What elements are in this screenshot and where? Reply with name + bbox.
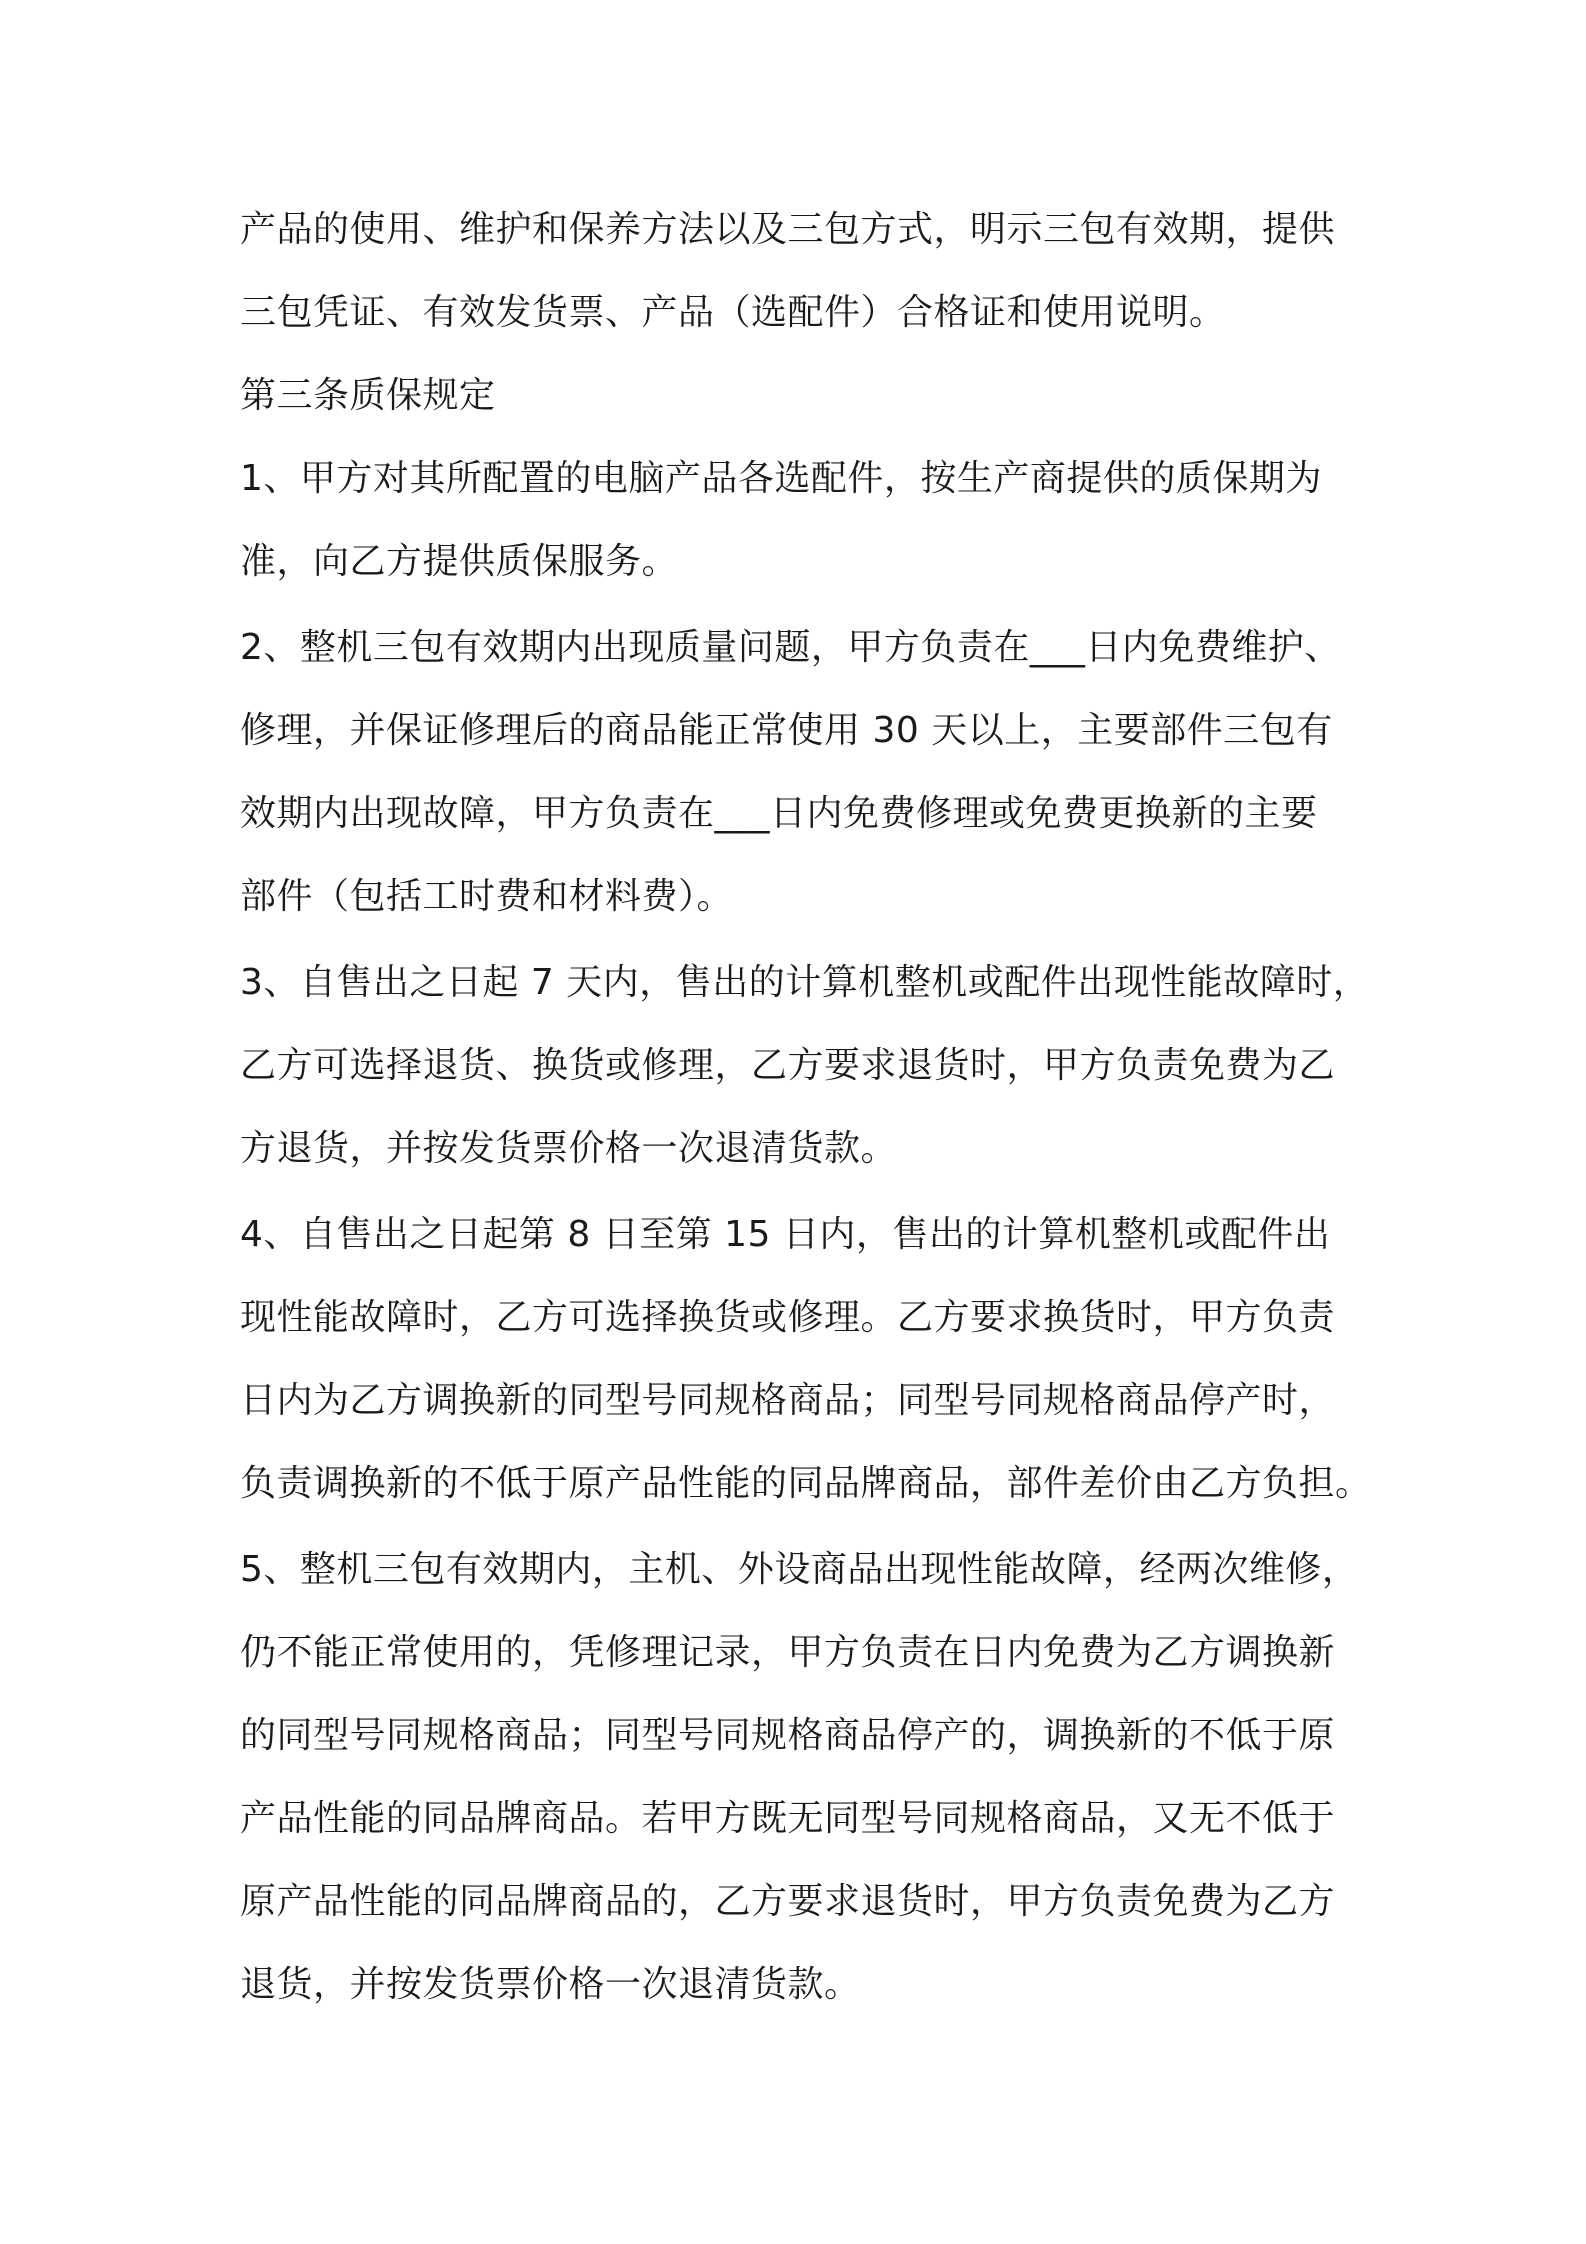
- section-heading: 第三条质保规定: [240, 375, 496, 416]
- clause-3-line-2: 乙方可选择退货、换货或修理，乙方要求退货时，甲方负责免费为乙: [240, 1045, 1336, 1086]
- clause-4-line-3: 日内为乙方调换新的同型号同规格商品；同型号同规格商品停产时，: [240, 1380, 1336, 1421]
- clause-2-line-3: 效期内出现故障，甲方负责在___日内免费修理或免费更换新的主要: [240, 793, 1318, 834]
- clause-2-line-1: 2、整机三包有效期内出现质量问题，甲方负责在___日内免费维护、: [240, 627, 1341, 668]
- clause-2-line-4: 部件（包括工时费和材料费）。: [240, 876, 734, 917]
- clause-1-line-1: 1、甲方对其所配置的电脑产品各选配件，按生产商提供的质保期为: [240, 458, 1322, 499]
- clause-2-line-2: 修理，并保证修理后的商品能正常使用 30 天以上，主要部件三包有: [240, 710, 1333, 751]
- clause-4-line-1: 4、自售出之日起第 8 日至第 15 日内，售出的计算机整机或配件出: [240, 1214, 1331, 1255]
- clause-1-line-2: 准，向乙方提供质保服务。: [240, 541, 679, 582]
- text-line-2: 三包凭证、有效发货票、产品（选配件）合格证和使用说明。: [240, 292, 1226, 333]
- clause-4-line-4: 负责调换新的不低于原产品性能的同品牌商品，部件差价由乙方负担。: [240, 1463, 1372, 1504]
- clause-5-line-2: 仍不能正常使用的，凭修理记录，甲方负责在日内免费为乙方调换新: [240, 1632, 1336, 1673]
- clause-5-line-3: 的同型号同规格商品；同型号同规格商品停产的，调换新的不低于原: [240, 1715, 1336, 1756]
- clause-5-line-5: 原产品性能的同品牌商品的，乙方要求退货时，甲方负责免费为乙方: [240, 1881, 1336, 1922]
- clause-3-line-1: 3、自售出之日起 7 天内，售出的计算机整机或配件出现性能故障时，: [240, 962, 1370, 1003]
- clause-5-line-4: 产品性能的同品牌商品。若甲方既无同型号同规格商品，又无不低于: [240, 1798, 1336, 1839]
- text-line-1: 产品的使用、维护和保养方法以及三包方式，明示三包有效期，提供: [240, 209, 1336, 250]
- clause-4-line-2: 现性能故障时，乙方可选择换货或修理。乙方要求换货时，甲方负责: [240, 1297, 1336, 1338]
- clause-3-line-3: 方退货，并按发货票价格一次退清货款。: [240, 1128, 898, 1169]
- clause-5-line-6: 退货，并按发货票价格一次退清货款。: [240, 1964, 861, 2005]
- clause-5-line-1: 5、整机三包有效期内，主机、外设商品出现性能故障，经两次维修，: [240, 1549, 1359, 1590]
